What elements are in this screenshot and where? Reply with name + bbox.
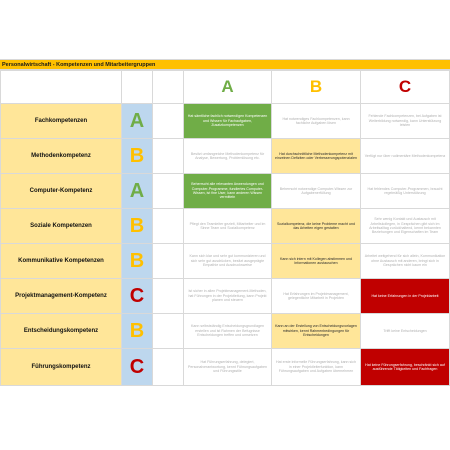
level-description: Beherrscht alle relevanten Anwendungen und Computer-Programme, fundiertes Computer-Wissen, ist fine User, kann anderen Wissen vermitteln	[191, 182, 264, 200]
level-description-cell	[361, 349, 450, 386]
competency-label: Führungskompetenz	[31, 364, 91, 370]
grade-cell	[122, 174, 153, 209]
level-description: Trifft keine Entscheidungen	[383, 328, 427, 333]
level-description-cell	[184, 139, 272, 174]
competency-label-cell	[1, 314, 122, 349]
grade-letter: B	[129, 214, 145, 237]
level-description: Hat durchschnittliche Methodenkompetenz mit einzelnen Defiziten oder Verbesserungspotenzialen	[275, 151, 357, 160]
empty-cell	[153, 314, 184, 349]
header-empty-cell	[122, 71, 153, 104]
competency-label-cell	[1, 139, 122, 174]
level-description: Hat keine Erfahrungen in der Projektarbeit	[371, 293, 439, 298]
level-description-cell	[184, 314, 272, 349]
competency-row	[1, 139, 450, 174]
competency-label: Projektmanagement-Kompetenz	[15, 293, 107, 299]
header-letter-c: C	[398, 77, 412, 96]
grade-letter: A	[129, 109, 145, 132]
header-b-cell	[272, 71, 361, 104]
level-description-cell	[184, 174, 272, 209]
level-description-cell	[184, 244, 272, 279]
empty-cell	[153, 279, 184, 314]
level-description-cell	[272, 314, 361, 349]
level-description-cell	[361, 139, 450, 174]
grade-cell	[122, 209, 153, 244]
header-c-cell	[361, 71, 450, 104]
header-a-cell	[184, 71, 272, 104]
level-description: Sehr wenig Kontakt und Austausch mit Arbeitskollegen, in Gesprächen gibt sich im Arbeitsalltag zurückhaltend, kennt bekannten Beziehungen und Eigenschaften im Team	[369, 217, 441, 235]
competency-label: Entscheidungskompetenz	[23, 328, 99, 334]
level-description: Hat Erfahrungen im Projektmanagement, gelegentliche Mitarbeit in Projekten	[283, 291, 349, 300]
level-description-cell	[184, 209, 272, 244]
empty-cell	[153, 139, 184, 174]
grade-cell	[122, 244, 153, 279]
header-letter-a: A	[221, 77, 234, 96]
level-description-cell	[272, 279, 361, 314]
competency-label-cell	[1, 174, 122, 209]
level-description: Kann an der Erstellung von Entscheidungsvorlagen mitwirken, kennt Rahmenbedingungen für Entscheidungen	[275, 324, 357, 338]
competency-row	[1, 314, 450, 349]
grade-letter: B	[129, 144, 145, 167]
grade-cell	[122, 104, 153, 139]
level-description: Arbeitet weitgehend für sich allein, Kommunikation ohne Austausch mit anderen, bringt sich in Gesprächen nicht kaum ein	[364, 254, 446, 268]
grade-cell	[122, 139, 153, 174]
grade-letter: C	[129, 284, 145, 307]
level-description-cell	[361, 314, 450, 349]
competency-row	[1, 104, 450, 139]
competency-label: Fachkompetenzen	[34, 118, 88, 124]
header-empty-cell	[1, 71, 122, 104]
competency-row	[1, 174, 450, 209]
header-letter-b: B	[309, 77, 323, 96]
competency-label-cell	[1, 104, 122, 139]
header-row	[1, 71, 450, 104]
level-description-cell	[272, 244, 361, 279]
competency-row	[1, 349, 450, 386]
level-description-cell	[361, 279, 450, 314]
spreadsheet	[0, 59, 450, 386]
competency-row	[1, 279, 450, 314]
level-description: Hat keine Führungserfahrung, beschränkt sich auf ausführende Tätigkeiten und Fachfragen	[365, 362, 445, 371]
level-description-cell	[272, 104, 361, 139]
level-description: Pflegt den Teamleiter gezielt, Mitarbeiter und im Sinne Team und Sozialkompetenz	[189, 221, 266, 230]
competency-label-cell	[1, 244, 122, 279]
level-description: Kann selbstständig Entscheidungsgrundlagen erstellen und ist Rahmen der Befugnisse Entscheidungen treffen und umsetzen	[191, 324, 264, 338]
header-empty-cell	[153, 71, 184, 104]
level-description: Kann sich intern mit Kollegen abstimmen und Informationen austauschen	[279, 256, 353, 265]
grade-cell	[122, 314, 153, 349]
level-description: Hat fehlendes Computer-Programmen, braucht regelmäßig Unterstützung	[367, 186, 443, 195]
competency-label: Computer-Kompetenz	[29, 188, 93, 194]
competency-label: Kommunikative Kompetenzen	[18, 258, 104, 264]
competency-label-cell	[1, 349, 122, 386]
level-description-cell	[361, 174, 450, 209]
grade-letter: A	[129, 179, 145, 202]
level-description: Hat sämtliche fachlich notwendigen Kompetenzen und Wissen für Fachaufgaben, Zusatzkompetenzen	[187, 114, 268, 128]
sheet-title: Personalwirtschaft - Kompetenzen und Mitarbeitergruppen	[2, 61, 156, 68]
level-description-cell	[184, 279, 272, 314]
competency-label-cell	[1, 209, 122, 244]
grade-letter: B	[129, 249, 145, 272]
competency-label: Soziale Kompetenzen	[30, 223, 92, 229]
level-description-cell	[184, 349, 272, 386]
level-description: Fehlende Fachkompetenzen, bei Aufgaben ist Weiterbildung notwendig, kann Unterstützung leisten	[368, 114, 442, 128]
empty-cell	[153, 244, 184, 279]
competency-label-cell	[1, 279, 122, 314]
level-description: Kann sich klar und sehr gut kommunizieren und sich sehr gut ausdrücken, besitzt ausgeprägte Empathie und Ausdrucksweise	[189, 254, 266, 268]
competency-row	[1, 244, 450, 279]
level-description: Hat erste informelle Führungserfahrung, kann sich in einer Projektleiterfunktion, kann Führungsaufgaben und Aufgaben übernehmen	[276, 360, 356, 374]
level-description: Hat notwendiges Fachkompetenzen, kann fachliche Aufgaben lösen	[282, 116, 350, 125]
level-description-cell	[272, 209, 361, 244]
level-description-cell	[184, 104, 272, 139]
grade-letter: B	[129, 319, 145, 342]
competency-label: Methodenkompetenz	[31, 153, 91, 159]
level-description-cell	[272, 139, 361, 174]
level-description: Verfügt nur über rudimentäre Methodenkompetenz	[364, 153, 446, 158]
level-description-cell	[361, 209, 450, 244]
empty-cell	[153, 104, 184, 139]
level-description-cell	[361, 104, 450, 139]
level-description: Besitzt umfangreiche Methodenkompetenz für Analyse, Bewertung, Problemlösung etc.	[190, 151, 265, 160]
empty-cell	[153, 209, 184, 244]
level-description-cell	[272, 349, 361, 386]
level-description: Beherrscht notwendige Computer-Wissen zur Aufgabenerfüllung	[279, 186, 353, 195]
level-description-cell	[361, 244, 450, 279]
level-description: Ist sicher in allen Projektmanagement-Methoden, hat Führungen in der Projektleitung, kann Projekt planen und steuern	[188, 289, 267, 303]
empty-cell	[153, 174, 184, 209]
title-row	[0, 59, 450, 70]
empty-cell	[153, 349, 184, 386]
grade-cell	[122, 279, 153, 314]
grade-cell	[122, 349, 153, 386]
level-description: Sozialkompetenz, die keine Probleme macht und das Arbeiten eigen gestalten	[277, 221, 355, 230]
level-description: Hat Führungserfahrung, delegiert, Personalverantwortung, kennt Führungsaufgaben und Führungsstile	[188, 360, 267, 374]
competency-row	[1, 209, 450, 244]
grade-letter: C	[129, 355, 145, 378]
level-description-cell	[272, 174, 361, 209]
competency-table	[0, 70, 450, 386]
